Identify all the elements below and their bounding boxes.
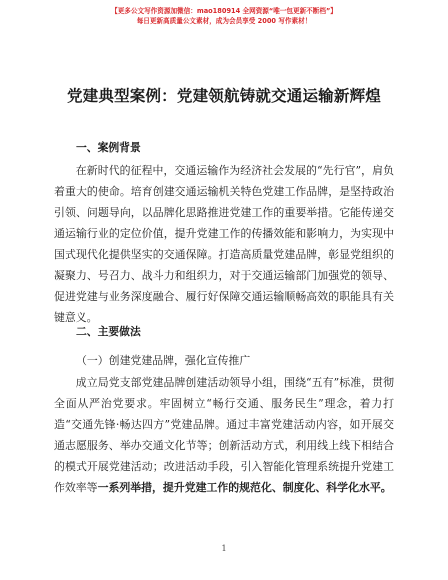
promo-banner [0,6,448,26]
section-1-heading: 一、案例背景 [76,141,141,154]
document-title: 党建典型案例：党建领航铸就交通运输新辉煌 [66,87,381,105]
section-2-paragraph [54,372,394,498]
section-2-paragraph-bold-text: 一系列举措，提升党建工作的规范化、制度化、科学化水平。 [97,481,392,494]
section-2-heading: 二、主要做法 [76,325,141,338]
section-1-paragraph: 在新时代的征程中，交通运输作为经济社会发展的“先行官”，肩负着重大的使命。培育创建交通运输机关特色党建工作品牌，是坚持政治引领、问题导向，以品牌化思路推进党建工作的重要举措。它能传递交通运输行业的定位价值，提升党建工作的传播效能和影响力，为实现中国式现代化提供坚实的交通保障。打造高质量党建品牌，彰显党组织的凝聚力、号召力、战斗力和组织力，对于交通运输部门加强党的领导、促进党建与业务深度融合、履行好保障交通运输顺畅高效的职能具有关键意义。 [54,164,394,324]
page-number: 1 [221,544,227,553]
promo-banner-line-1: 【更多公文写作资源加微信：mao180914 全网资源“唯一包更新不断档”】 [111,7,337,15]
section-2-paragraph-text: 成立局党支部党建品牌创建活动领导小组，围绕“五有”标准，贯彻全面从严治党要求。牢固树立“畅行交通、服务民生”理念，着力打造“交通先锋·畅达四方”党建品牌。通过丰富党建活动内容，如开展交通志愿服务、举办交通文化节等；创新活动方式，利用线上线下相结合的模式开展党建活动；改进活动手段，引入智能化管理系统提升党建工作效率等 [54,376,394,494]
promo-banner-line-2: 每日更新高质量公文素材，成为会员享受 2000 写作素材！ [136,17,312,25]
section-2-subheading: （一）创建党建品牌，强化宣传推广 [76,354,251,367]
